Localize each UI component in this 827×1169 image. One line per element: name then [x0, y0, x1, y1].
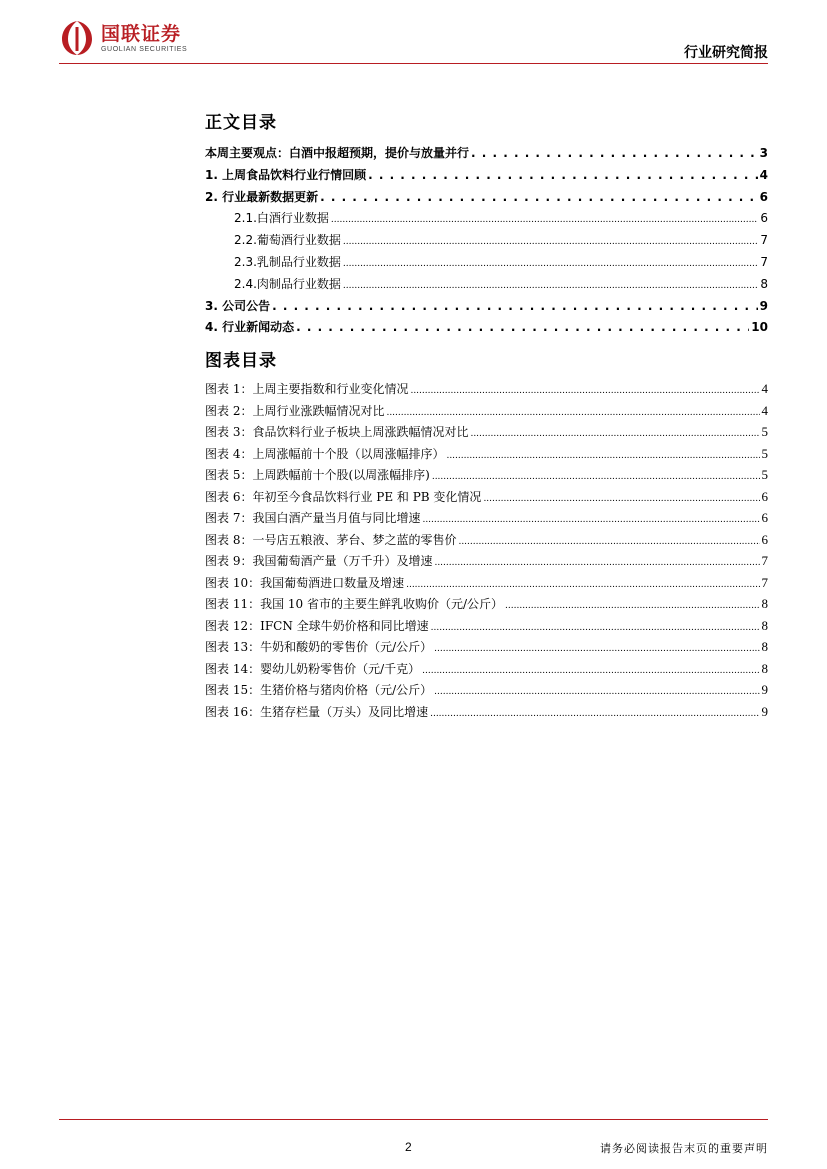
toc-entry[interactable]: [205, 188, 768, 210]
dot-leader: [343, 276, 758, 291]
toc-entry-page: 3: [759, 146, 768, 160]
toc-entry-page: 10: [751, 320, 768, 335]
toc-entry-label: 本周主要观点：白酒中报超预期，提价与放量并行: [205, 146, 470, 160]
dot-leader: [386, 404, 759, 418]
company-logo: [59, 18, 187, 58]
footer-disclaimer: 请务必阅读报告末页的重要声明: [600, 1142, 768, 1155]
toc-subentry[interactable]: [205, 209, 768, 231]
toc-entry[interactable]: [205, 318, 768, 340]
figure-entry-page: 9: [761, 703, 768, 719]
figure-entry-page: 8: [761, 617, 768, 633]
figure-entry[interactable]: [205, 660, 768, 682]
figures-list: [205, 380, 768, 724]
dot-leader: [470, 425, 759, 439]
dot-leader: [431, 619, 760, 633]
toc-entry-label: 3. 公司公告: [205, 298, 271, 313]
figure-entry[interactable]: [205, 445, 768, 467]
figure-entry[interactable]: [205, 466, 768, 488]
figure-entry-page: 6: [761, 488, 768, 504]
toc-entry-page: 8: [760, 276, 768, 291]
figure-entry[interactable]: [205, 423, 768, 445]
toc-entry-label: 2.4.肉制品行业数据: [234, 276, 341, 291]
dot-leader: [410, 382, 759, 396]
dot-leader: [272, 299, 758, 313]
figure-entry-label: 图表 16：生猪存栏量（万头）及同比增速: [205, 704, 429, 719]
dot-leader: [471, 146, 758, 160]
dot-leader: [368, 168, 758, 182]
page-number: 2: [405, 1140, 412, 1154]
logo-english-text: GUOLIAN SECURITIES: [101, 45, 188, 53]
toc-entry[interactable]: [205, 297, 768, 319]
figure-entry-label: 图表 6：年初至今食品饮料行业 PE 和 PB 变化情况: [205, 489, 482, 504]
figure-entry-label: 图表 2：上周行业涨跌幅情况对比: [205, 403, 385, 418]
dot-leader: [432, 468, 760, 482]
dot-leader: [343, 254, 758, 269]
figure-entry-label: 图表 4：上周涨幅前十个股（以周涨幅排序）: [205, 446, 445, 461]
figure-entry-page: 4: [761, 381, 768, 396]
toc-entry[interactable]: [205, 166, 768, 188]
figure-entry-page: 8: [761, 596, 768, 611]
figure-entry-page: 7: [761, 574, 768, 590]
figure-entry-label: 图表 11：我国 10 省市的主要生鲜乳收购价（元/公斤）: [205, 597, 504, 611]
toc-list: [205, 144, 768, 340]
toc-entry-label: 2. 行业最新数据更新: [205, 189, 319, 204]
dot-leader: [446, 447, 759, 461]
toc-subentry[interactable]: [205, 275, 768, 297]
figure-entry-page: 8: [761, 660, 768, 676]
toc-entry-page: 6: [759, 189, 768, 204]
toc-entry-label: 2.2.葡萄酒行业数据: [234, 233, 341, 248]
figure-entry-page: 5: [761, 424, 768, 439]
figure-entry-page: 4: [761, 402, 768, 418]
figure-entry-page: 6: [761, 531, 768, 547]
figure-entry[interactable]: [205, 595, 768, 617]
figure-entry-page: 7: [761, 553, 768, 568]
dot-leader: [296, 320, 749, 334]
toc-entry-page: 7: [760, 254, 768, 269]
toc-title: 正文目录: [205, 113, 277, 133]
figure-entry[interactable]: [205, 402, 768, 424]
figure-entry-page: 9: [761, 682, 768, 697]
toc-entry[interactable]: [205, 144, 768, 166]
dot-leader: [483, 490, 759, 504]
toc-entry-page: 9: [759, 298, 768, 313]
dot-leader: [434, 683, 759, 697]
figure-entry-label: 图表 3：食品饮料行业子板块上周涨跌幅情况对比: [205, 425, 469, 439]
figure-entry[interactable]: [205, 509, 768, 531]
toc-entry-page: 4: [759, 167, 768, 182]
figure-entry-label: 图表 10：我国葡萄酒进口数量及增速: [205, 575, 405, 590]
figure-entry[interactable]: [205, 531, 768, 553]
figure-entry-page: 6: [761, 510, 768, 525]
toc-subentry[interactable]: [205, 231, 768, 253]
page-header: [59, 16, 768, 64]
toc-entry-label: 1. 上周食品饮料行业行情回顾: [205, 167, 367, 182]
dot-leader: [434, 554, 759, 568]
dot-leader: [505, 597, 759, 611]
figure-entry-label: 图表 15：生猪价格与猪肉价格（元/公斤）: [205, 683, 433, 697]
toc-subentry[interactable]: [205, 253, 768, 275]
toc-entry-label: 2.1.白酒行业数据: [234, 211, 329, 226]
figure-entry[interactable]: [205, 617, 768, 639]
figure-entry[interactable]: [205, 488, 768, 510]
guolian-logo-icon: [59, 19, 95, 57]
dot-leader: [434, 640, 759, 654]
header-divider: [59, 63, 768, 64]
figure-entry-page: 5: [761, 467, 768, 482]
report-type-title: 行业研究简报: [684, 45, 768, 61]
dot-leader: [331, 210, 758, 225]
toc-entry-label: 2.3.乳制品行业数据: [234, 254, 341, 269]
toc-entry-page: 6: [760, 211, 768, 226]
figure-entry-label: 图表 14：婴幼儿奶粉零售价（元/千克）: [205, 661, 421, 676]
figure-entry-label: 图表 8：一号店五粮液、茅台、梦之蓝的零售价: [205, 532, 457, 547]
figure-entry-label: 图表 9：我国葡萄酒产量（万千升）及增速: [205, 554, 433, 568]
dot-leader: [422, 662, 759, 676]
figure-entry-label: 图表 12：IFCN 全球牛奶价格和同比增速: [205, 618, 429, 633]
figure-entry-label: 图表 13：牛奶和酸奶的零售价（元/公斤）: [205, 640, 433, 654]
figure-entry[interactable]: [205, 638, 768, 660]
dot-leader: [406, 576, 759, 590]
logo-chinese-text: 国联证券: [101, 22, 182, 45]
figure-entry-label: 图表 5：上周跌幅前十个股(以周涨幅排序): [205, 468, 430, 482]
figures-title: 图表目录: [205, 351, 277, 371]
footer-divider: [59, 1119, 768, 1120]
dot-leader: [430, 705, 759, 719]
figure-entry-page: 5: [761, 445, 768, 461]
toc-entry-label: 4. 行业新闻动态: [205, 320, 295, 335]
dot-leader: [458, 533, 759, 547]
figure-entry-label: 图表 7：我国白酒产量当月值与同比增速: [205, 511, 421, 525]
figure-entry-label: 图表 1：上周主要指数和行业变化情况: [205, 382, 409, 396]
dot-leader: [422, 511, 759, 525]
dot-leader: [320, 190, 758, 204]
figure-entry-page: 8: [761, 639, 768, 654]
dot-leader: [343, 232, 758, 247]
figure-entry[interactable]: [205, 703, 768, 725]
toc-entry-page: 7: [760, 233, 768, 248]
figure-entry[interactable]: [205, 574, 768, 596]
figure-entry[interactable]: [205, 681, 768, 703]
figure-entry[interactable]: [205, 552, 768, 574]
figure-entry[interactable]: [205, 380, 768, 402]
